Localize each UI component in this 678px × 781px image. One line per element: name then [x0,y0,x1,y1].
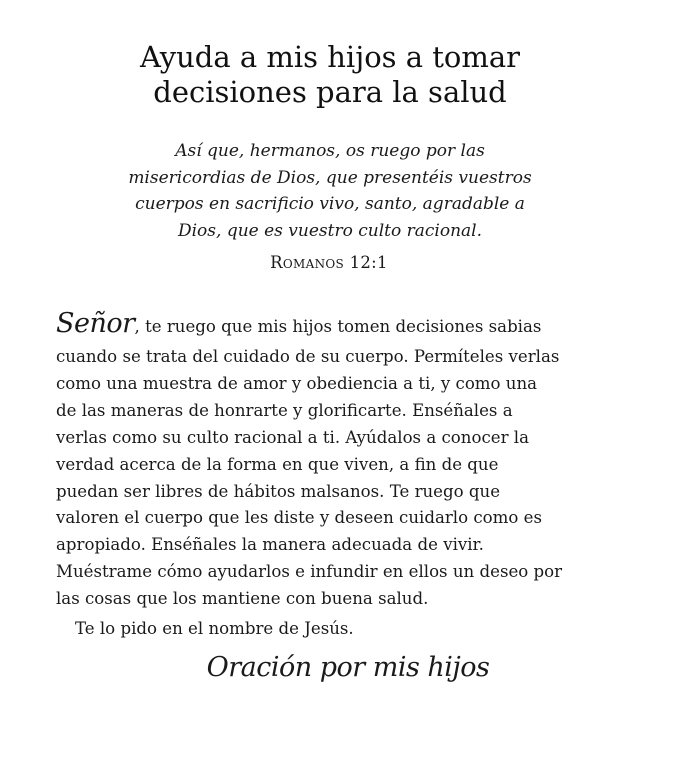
title-line-1: Ayuda a mis hijos a tomar [139,40,521,74]
prayer-line: como una muestra de amor y obediencia a ti, y como una [56,373,538,393]
verse-line-4: Dios, que es vuestro culto racional. [177,220,482,241]
prayer-opening-word: Señor [56,308,135,339]
title-line-2: decisiones para la salud [153,75,507,109]
page-title [0,40,660,110]
prayer-line: de las maneras de honrarte y glorificarte. Enséñales a [56,400,513,420]
prayer-line: puedan ser libres de hábitos malsanos. Te ruego que [56,481,501,501]
prayer-line: verlas como su culto racional a ti. Ayúdalos a conocer la [56,427,529,447]
scripture-verse [100,138,560,244]
prayer-line: las cosas que los mantiene con buena salud. [56,589,429,609]
verse-line-2: misericordias de Dios, que presentéis vuestros [128,167,532,188]
prayer-line: cuando se trata del cuidado de su cuerpo. Permíteles verlas [56,347,560,366]
prayer-first-line-rest: , te ruego que mis hijos tomen decisiones sabias [134,317,542,336]
running-footer-title: Oración por mis hijos [206,652,490,683]
verse-line-3: cuerpos en sacrificio vivo, santo, agradable a [135,194,525,214]
prayer-closing: Te lo pido en el nombre de Jesús. [75,619,354,638]
prayer-line: apropiado. Enséñales la manera adecuada de vivir. [56,535,484,555]
verse-line-1: Así que, hermanos, os ruego por las [175,141,485,161]
prayer-first-line [56,304,616,344]
prayer-line: valoren el cuerpo que les diste y deseen cuidarlo como es [56,508,542,528]
prayer-line: Muéstrame cómo ayudarlos e infundir en ellos un deseo por [56,562,563,582]
prayer-line: verdad acerca de la forma en que viven, a fin de que [56,454,499,474]
verse-reference: Romanos 12:1 [270,253,388,272]
prayer-body [56,304,616,613]
